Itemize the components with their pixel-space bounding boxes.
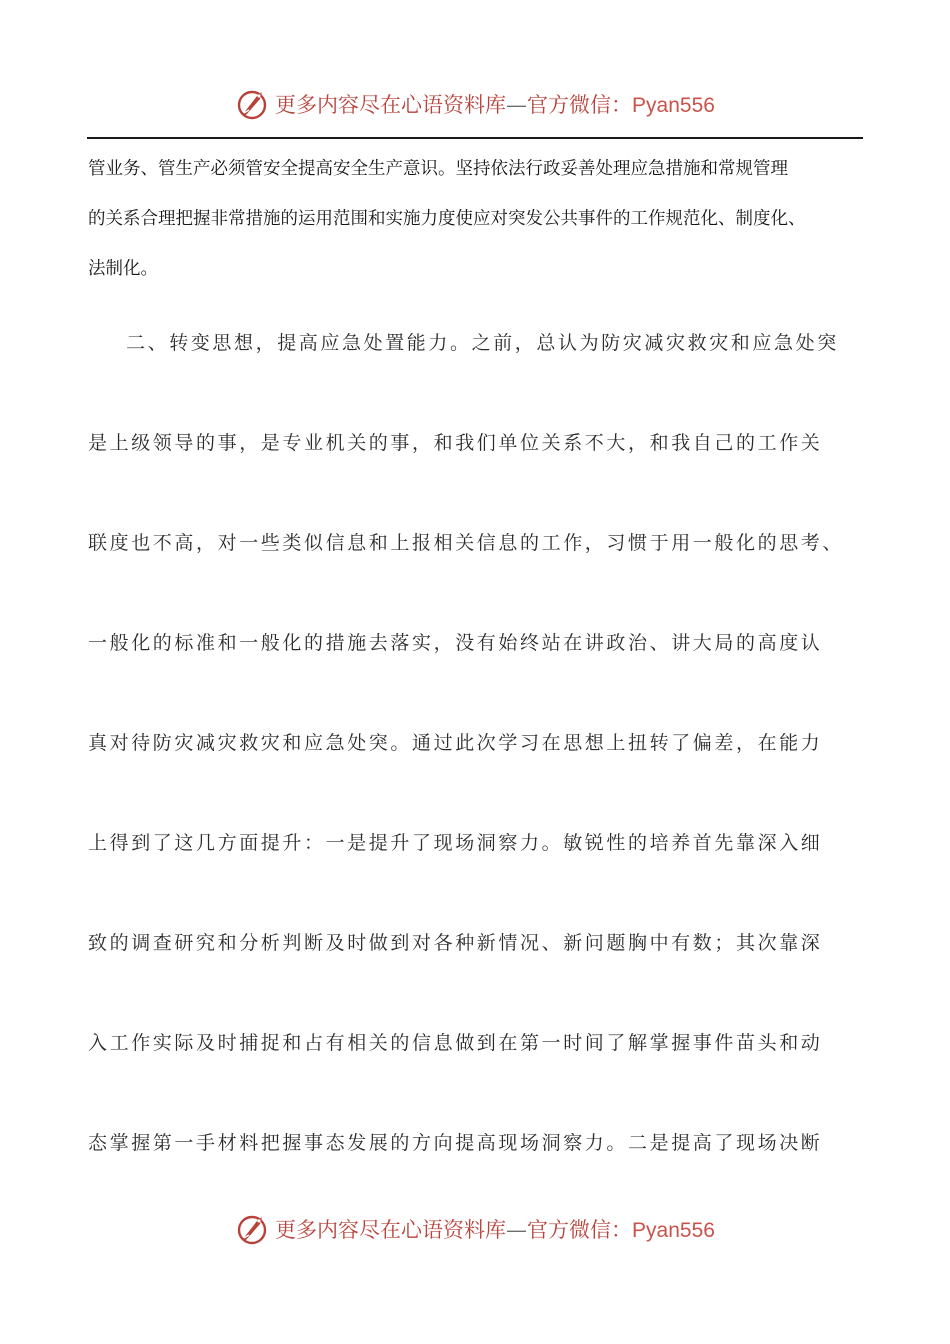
footer-banner-text bbox=[275, 1214, 715, 1244]
paragraph-continuation bbox=[88, 144, 868, 294]
paragraph-section-two bbox=[88, 293, 868, 1193]
footer-banner-main: 更多内容尽在心语资料库 bbox=[275, 1218, 507, 1242]
footer-banner-wechat: 官方微信： bbox=[527, 1218, 633, 1242]
text-line: 联度也不高，对一些类似信息和上报相关信息的工作，习惯于用一般化的思考、 bbox=[88, 532, 845, 554]
header-banner-main: 更多内容尽在心语资料库 bbox=[275, 93, 507, 117]
header-banner-text bbox=[275, 89, 715, 119]
text-line: 上得到了这几方面提升：一是提升了现场洞察力。敏锐性的培养首先靠深入细 bbox=[88, 832, 823, 854]
text-line: 管业务、管生产必须管安全提高安全生产意识。坚持依法行政妥善处理应急措施和常规管理 bbox=[88, 159, 788, 179]
footer-banner-dash: — bbox=[506, 1218, 528, 1242]
header-banner-dash: — bbox=[506, 93, 528, 117]
text-line: 法制化。 bbox=[88, 259, 158, 279]
header-banner-wechat: 官方微信： bbox=[527, 93, 633, 117]
text-line: 入工作实际及时捕捉和占有相关的信息做到在第一时间了解掌握事件苗头和动 bbox=[88, 1032, 823, 1054]
footer-banner bbox=[0, 1209, 950, 1249]
pen-nib-circle-icon bbox=[235, 86, 271, 122]
footer-banner-id: Pyan556 bbox=[632, 1219, 715, 1242]
text-line: 致的调查研究和分析判断及时做到对各种新情况、新问题胸中有数；其次靠深 bbox=[88, 932, 823, 954]
header-banner-id: Pyan556 bbox=[632, 94, 715, 117]
text-line: 一般化的标准和一般化的措施去落实，没有始终站在讲政治、讲大局的高度认 bbox=[88, 632, 823, 654]
text-line: 的关系合理把握非常措施的运用范围和实施力度使应对突发公共事件的工作规范化、制度化、 bbox=[88, 209, 806, 229]
text-line: 态掌握第一手材料把握事态发展的方向提高现场洞察力。二是提高了现场决断 bbox=[88, 1132, 823, 1154]
text-line: 是上级领导的事，是专业机关的事，和我们单位关系不大，和我自己的工作关 bbox=[88, 432, 823, 454]
text-line: 二、转变思想，提高应急处置能力。之前，总认为防灾减灾救灾和应急处突 bbox=[126, 332, 839, 354]
pen-nib-circle-icon bbox=[235, 1211, 271, 1247]
header-divider bbox=[87, 137, 863, 139]
text-line: 真对待防灾减灾救灾和应急处突。通过此次学习在思想上扭转了偏差，在能力 bbox=[88, 732, 823, 754]
header-banner bbox=[0, 84, 950, 124]
